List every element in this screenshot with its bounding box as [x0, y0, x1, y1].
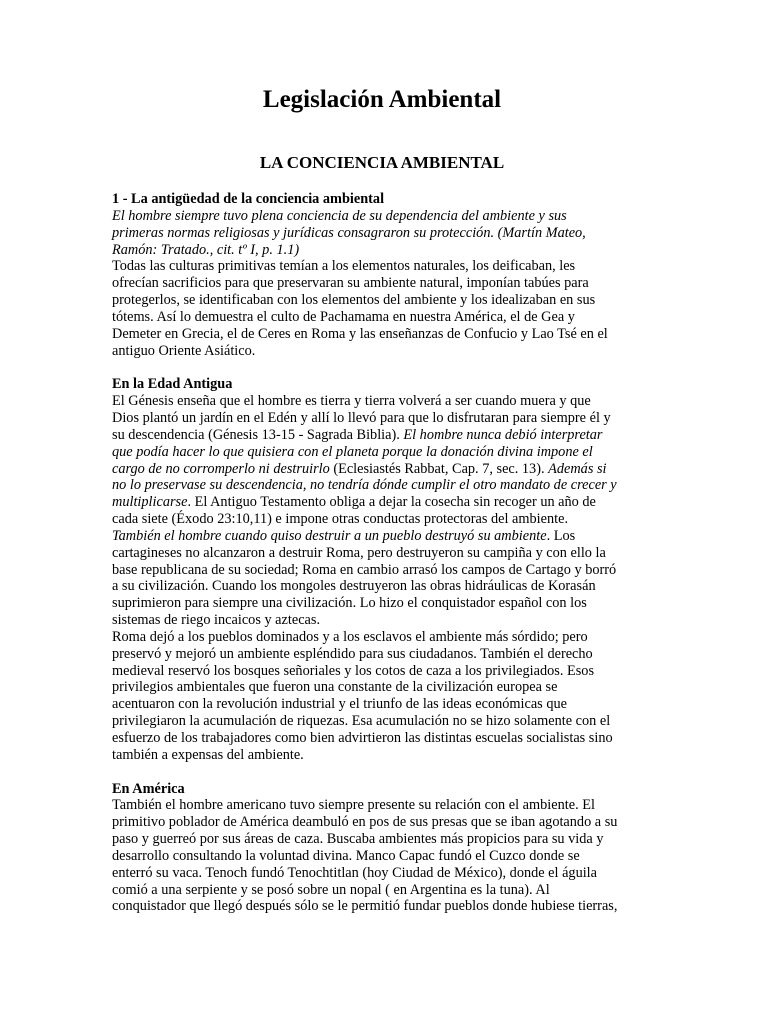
paragraph-line: privilegios ambientales que fueron una constante de la civilización europea se — [112, 679, 558, 696]
italic-run: El hombre nunca debió interpretar — [403, 426, 603, 443]
paragraph-line: tótems. Así lo demuestra el culto de Pachamama en nuestra América, el de Gea y — [112, 308, 575, 325]
text-run: . El Antiguo Testamento obliga a dejar la cosecha sin recoger un año de — [187, 494, 596, 511]
paragraph-gap — [112, 359, 662, 376]
paragraph-line: Demeter en Grecia, el de Ceres en Roma y las enseñanzas de Confucio y Lao Tsé en el — [112, 325, 608, 342]
paragraph-line: ofrecían sacrificios para que preservaran su ambiente natural, imponían tabúes para — [112, 275, 589, 292]
text-run: (Eclesiastés Rabbat, Cap. 7, sec. 13). — [329, 460, 549, 477]
italic-run: multiplicarse — [112, 494, 188, 511]
paragraph-line: también a expensas del ambiente. — [112, 746, 304, 763]
paragraph-line: conquistador que llegó después sólo se le permitió fundar pueblos donde hubiese tierras, — [112, 898, 618, 915]
section-heading-antiguedad: 1 - La antigüedad de la conciencia ambiental — [112, 191, 385, 207]
paragraph-line: También el hombre americano tuvo siempre presente su relación con el ambiente. El — [112, 797, 595, 814]
paragraph-line: suprimieron para siempre una civilización. Lo hizo el conquistador español con los — [112, 595, 587, 612]
paragraph-line: acentuaron con la revolución industrial y el triunfo de las ideas económicas que — [112, 696, 567, 713]
text-run: su descendencia (Génesis 13-15 - Sagrada Biblia). — [112, 426, 404, 443]
paragraph-line: primitivo poblador de América deambuló en pos de sus presas que se iban agotando a su — [112, 814, 618, 831]
paragraph-line: privilegiaron la acumulación de riquezas. Esa acumulación no se hizo solamente con el — [112, 713, 611, 730]
paragraph-line: paso y guerreó por sus áreas de caza. Buscaba ambientes más propicios para su vida y — [112, 831, 604, 848]
section-title: LA CONCIENCIA AMBIENTAL — [259, 153, 505, 172]
paragraph-line: protegerlos, se identificaban con los elementos del ambiente y los idealizaban en sus — [112, 292, 596, 309]
paragraph-line: a su civilización. Cuando los mongoles destruyeron las obras hidráulicas de Korasán — [112, 578, 596, 595]
paragraph-line: medieval reservó los bosques señoriales y los cotos de caza a los privilegiados. Esos — [112, 662, 595, 679]
paragraph-line: Roma dejó a los pueblos dominados y a los esclavos el ambiente más sórdido; pero — [112, 628, 588, 645]
italic-run: Además si — [548, 460, 607, 477]
paragraph-gap — [112, 764, 662, 781]
paragraph-line: que podía hacer lo que quisiera con el planeta porque la donación divina impone el — [112, 443, 593, 460]
document-body — [112, 191, 662, 915]
paragraph-line: no lo preservase su descendencia, no tendría dónde cumplir el otro mandato de crecer y — [112, 477, 617, 494]
section-heading-edad-antigua: En la Edad Antigua — [112, 376, 233, 393]
paragraph-line: sistemas de riego incaicos y aztecas. — [112, 612, 321, 629]
paragraph-line — [112, 528, 662, 545]
paragraph-line: Todas las culturas primitivas temían a los elementos naturales, los deificaban, les — [112, 258, 576, 275]
paragraph-line — [112, 427, 662, 444]
paragraph-line: El Génesis enseña que el hombre es tierra y tierra volverá a ser cuando muera y que — [112, 393, 591, 410]
quote-line: Ramón: Tratado., cit. tº I, p. 1.1) — [112, 241, 300, 258]
paragraph-line: antiguo Oriente Asiático. — [112, 342, 256, 359]
italic-run: También el hombre cuando quiso destruir a un pueblo destruyó su ambiente — [112, 527, 547, 544]
paragraph-line: cartagineses no alcanzaron a destruir Roma, pero destruyeron su campiña y con ello la — [112, 544, 606, 561]
paragraph-line: comió a una serpiente y se posó sobre un nopal ( en Argentina es la tuna). Al — [112, 881, 550, 898]
paragraph-line: Dios plantó un jardín en el Edén y allí lo llevó para que lo disfrutaran para siempre él y — [112, 409, 611, 426]
document-title: Legislación Ambiental — [262, 86, 502, 113]
quote-line: El hombre siempre tuvo plena conciencia de su dependencia del ambiente y sus — [112, 207, 567, 224]
paragraph-line: preservó y mejoró un ambiente espléndido para sus ciudadanos. También el derecho — [112, 645, 593, 662]
text-run: . Los — [546, 527, 576, 544]
paragraph-line: base republicana de su sociedad; Roma en cambio arrasó los campos de Cartago y borró — [112, 561, 617, 578]
italic-run: cargo de no corromperlo ni destruirlo — [112, 460, 330, 477]
paragraph-line: enterró su vaca. Tenoch fundó Tenochtitlan (hoy Ciudad de México), donde el águila — [112, 864, 598, 881]
quote-line: primeras normas religiosas y jurídicas consagraron su protección. (Martín Mateo, — [112, 224, 586, 241]
section-heading-america: En América — [112, 780, 185, 797]
paragraph-line — [112, 461, 662, 478]
paragraph-line — [112, 494, 662, 511]
paragraph-line: desarrollo consultando la voluntad divina. Manco Capac fundó el Cuzco donde se — [112, 847, 580, 864]
paragraph-line: esfuerzo de los trabajadores como bien advirtieron las distintas escuelas socialistas sino — [112, 730, 613, 746]
paragraph-line: cada siete (Éxodo 23:10,11) e impone otras conductas protectoras del ambiente. — [112, 511, 569, 528]
